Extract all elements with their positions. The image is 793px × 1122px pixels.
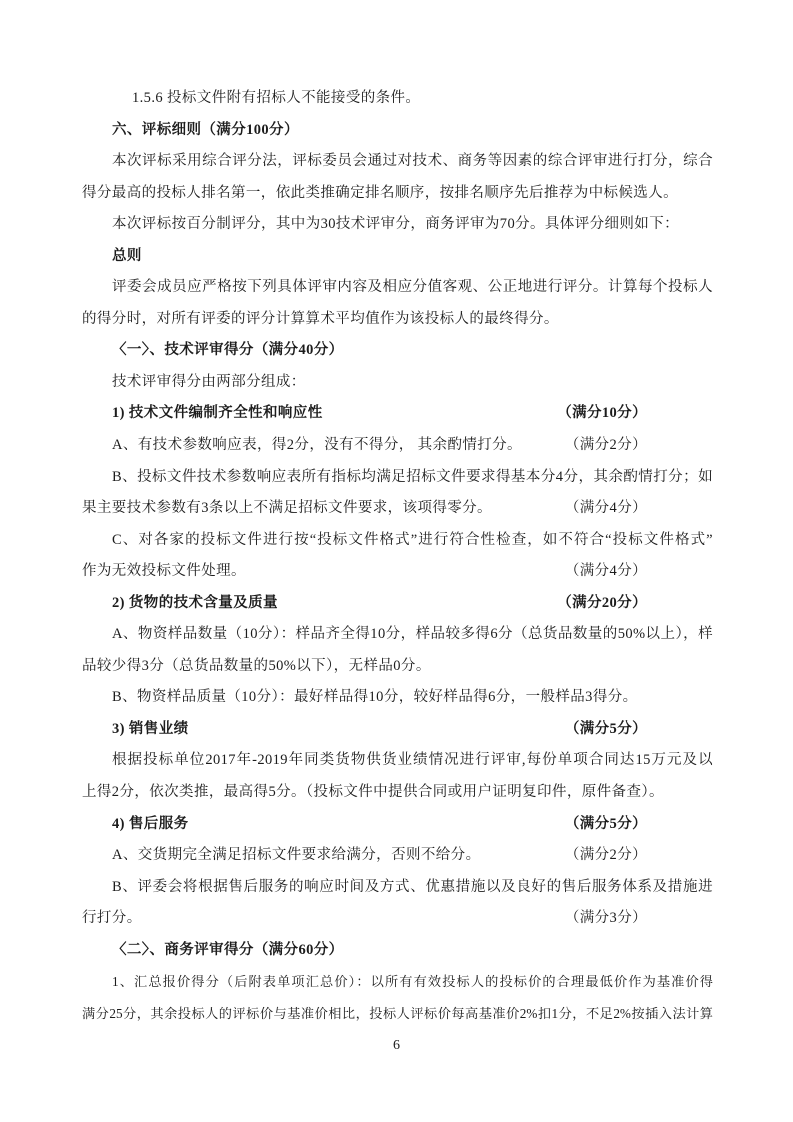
line-text: 1) 技术文件编制齐全性和响应性 xyxy=(112,405,323,422)
line-text: B、投标文件技术参数响应表所有指标均满足招标文件要求得基本分4分，其余酌情打分；如 xyxy=(112,468,713,485)
line-text: 1、汇总报价得分（后附表单项汇总价）：以所有有效投标人的投标价的合理最低价作为基准价得 xyxy=(112,974,713,990)
line-score: （满分4分） xyxy=(564,563,647,580)
document-line xyxy=(82,493,713,525)
line-text: 3) 销售业绩 xyxy=(112,720,189,737)
document-line xyxy=(82,588,713,620)
line-text: 2) 货物的技术含量及质量 xyxy=(112,594,278,611)
document-line xyxy=(82,241,713,273)
line-text: A、有技术参数响应表，得2分，没有不得分， 其余酌情打分。 xyxy=(112,437,522,454)
line-text: 〈一〉、技术评审得分（满分40分） xyxy=(112,342,344,359)
document-line xyxy=(82,115,713,147)
line-text: B、物资样品质量（10分）：最好样品得10分，较好样品得6分，一般样品3得分。 xyxy=(112,689,638,706)
document-line xyxy=(82,83,713,115)
line-text: 本次评标采用综合评分法，评标委员会通过对技术、商务等因素的综合评审进行打分，综合 xyxy=(112,153,713,170)
document-line xyxy=(82,178,713,210)
line-text: 的得分时，对所有评委的评分计算算术平均值作为该投标人的最终得分。 xyxy=(82,310,559,327)
document-line xyxy=(82,272,713,304)
line-score: （满分4分） xyxy=(564,500,647,517)
line-text: 得分最高的投标人排名第一，依此类推确定排名顺序，按排名顺序先后推荐为中标候选人。 xyxy=(82,184,678,201)
document-line xyxy=(82,398,713,430)
document-line xyxy=(82,430,713,462)
document-line xyxy=(82,777,713,809)
document-line xyxy=(82,146,713,178)
line-text: 1.5.6 投标文件附有招标人不能接受的条件。 xyxy=(132,90,421,106)
line-text: 品较少得3分（总货品数量的50%以下），无样品0分。 xyxy=(82,657,431,674)
line-text: 总则 xyxy=(112,247,142,264)
document-line xyxy=(82,651,713,683)
document-line xyxy=(82,209,713,241)
line-text: 满分25分，其余投标人的评标价与基准价相比，投标人评标价每高基准价2%扣1分，不足2%按插入法计算 xyxy=(82,1005,713,1021)
line-text: 根据投标单位2017年-2019年同类货物供货业绩情况进行评审,每份单项合同达15万元及以 xyxy=(112,752,713,769)
line-text: 〈二〉、商务评审得分（满分60分） xyxy=(112,941,344,958)
line-text: 技术评审得分由两部分组成： xyxy=(112,373,306,390)
line-text: 果主要技术参数有3条以上不满足招标文件要求，该项得零分。 xyxy=(82,500,492,517)
document-line xyxy=(82,998,713,1030)
line-score: （满分10分） xyxy=(557,405,647,422)
line-score: （满分5分） xyxy=(564,815,647,832)
document-line xyxy=(82,556,713,588)
line-text: B、评委会将根据售后服务的响应时间及方式、优惠措施以及良好的售后服务体系及措施进 xyxy=(112,878,713,895)
line-text: 评委会成员应严格按下列具体评审内容及相应分值客观、公正地进行评分。计算每个投标人 xyxy=(112,279,713,296)
line-text: 4) 售后服务 xyxy=(112,815,189,832)
line-score: （满分2分） xyxy=(564,437,647,454)
page-number: 6 xyxy=(393,1038,400,1053)
line-text: 行打分。 xyxy=(82,910,142,927)
document-body xyxy=(82,83,713,1029)
document-line xyxy=(82,935,713,967)
line-score: （满分3分） xyxy=(564,910,647,927)
line-text: A、物资样品数量（10分）：样品齐全得10分，样品较多得6分（总货品数量的50%以上），样 xyxy=(112,626,713,643)
line-score: （满分20分） xyxy=(557,594,647,611)
document-line xyxy=(82,304,713,336)
document-line xyxy=(82,745,713,777)
document-line xyxy=(82,462,713,494)
line-score: （满分2分） xyxy=(564,847,647,864)
document-line xyxy=(82,872,713,904)
document-line xyxy=(82,840,713,872)
line-text: C、对各家的投标文件进行按“投标文件格式”进行符合性检查，如不符合“投标文件格式” xyxy=(112,531,713,548)
document-line xyxy=(82,714,713,746)
line-score: （满分5分） xyxy=(564,720,647,737)
document-line xyxy=(82,619,713,651)
line-text: 本次评标按百分制评分，其中为30技术评审分，商务评审为70分。具体评分细则如下： xyxy=(112,216,679,233)
document-line xyxy=(82,809,713,841)
document-line xyxy=(82,903,713,935)
line-text: A、交货期完全满足招标文件要求给满分，否则不给分。 xyxy=(112,847,481,864)
document-line xyxy=(82,966,713,998)
line-text: 作为无效投标文件处理。 xyxy=(82,563,246,580)
document-line xyxy=(82,525,713,557)
line-text: 六、评标细则（满分100分） xyxy=(112,121,299,138)
document-line xyxy=(82,367,713,399)
document-line xyxy=(82,335,713,367)
document-line xyxy=(82,682,713,714)
line-text: 上得2分，依次类推，最高得5分。（投标文件中提供合同或用户证明复印件，原件备查）。 xyxy=(82,784,664,801)
